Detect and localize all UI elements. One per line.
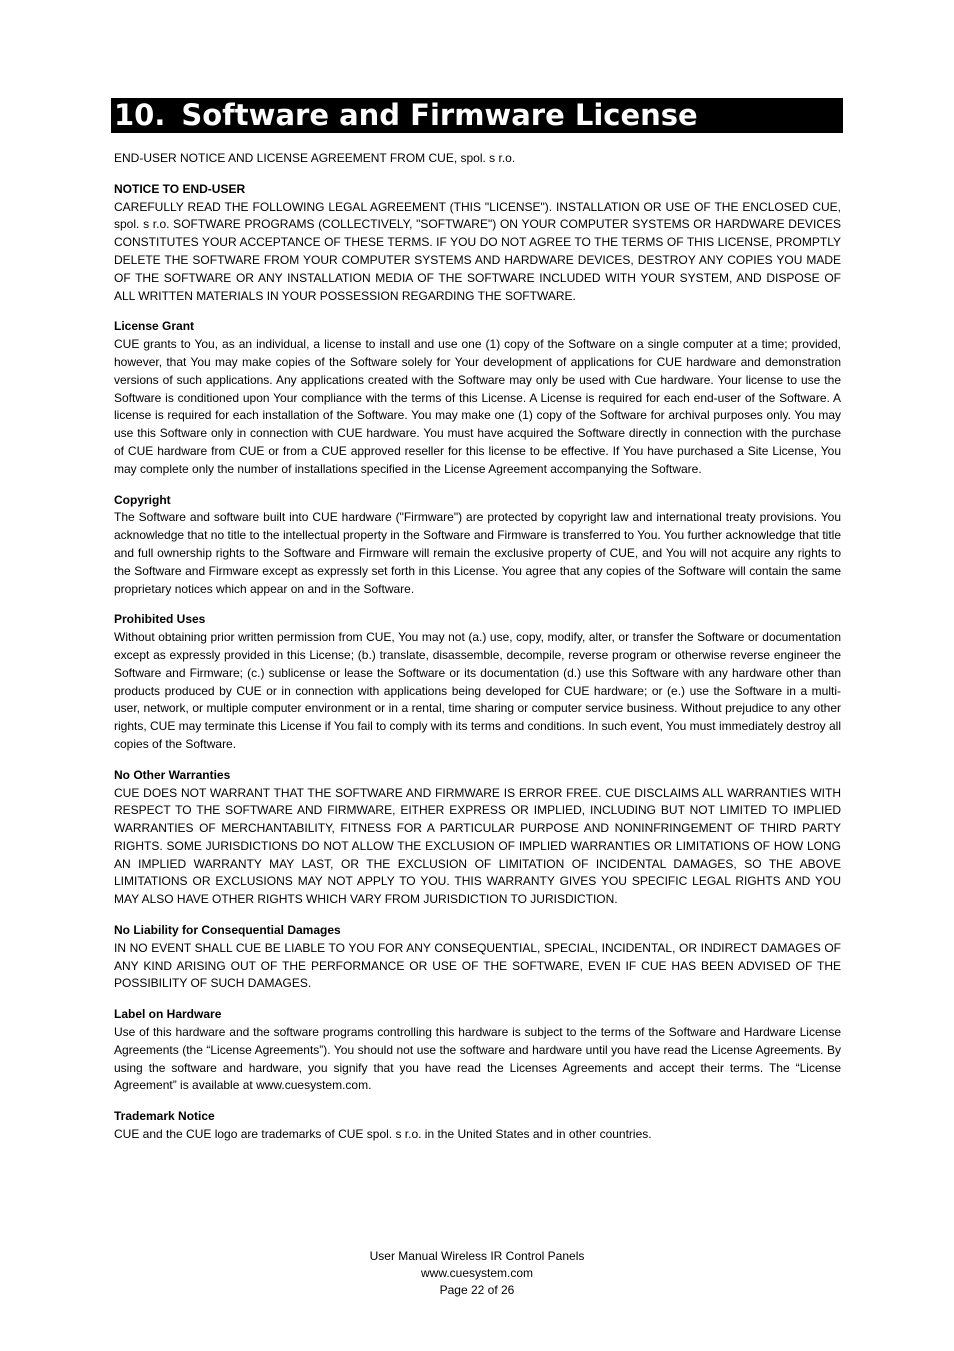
footer-page-number: Page 22 of 26 (439, 1283, 515, 1297)
section-heading: Copyright (114, 492, 171, 507)
section-body: CUE DOES NOT WARRANT THAT THE SOFTWARE AND FIRMWARE IS ERROR FREE. CUE DISCLAIMS ALL WARRANTIES WITH RESPECT TO THE SOFTWARE AND FIRMWARE, EITHER EXPRESS OR IMPLIED, INCLUDING BUT NOT LIMITED TO IMPLIED WARRANTIES OF MERCHANTABILITY, FITNESS FOR A PARTICULAR PURPOSE AND NONINFRINGEMENT OF THIRD PARTY RIGHTS. SOME JURISDICTIONS DO NOT ALLOW THE EXCLUSION OF IMPLIED WARRANTIES OR LIMITATIONS OF HOW LONG AN IMPLIED WARRANTY MAY LAST, OR THE EXCLUSION OF LIMITATION OF INCIDENTAL DAMAGES, SO THE ABOVE LIMITATIONS OR EXCLUSIONS MAY NOT APPLY TO YOU. THIS WARRANTY GIVES YOU SPECIFIC LEGAL RIGHTS AND YOU MAY ALSO HAVE OTHER RIGHTS WHICH VARY FROM JURISDICTION TO JURISDICTION. (114, 785, 841, 907)
section-title: Software and Firmware License (181, 98, 698, 132)
section-prohibited-uses (114, 611, 841, 753)
section-heading: License Grant (114, 319, 195, 334)
footer-website: www.cuesystem.com (420, 1266, 534, 1280)
section-no-other-warranties (114, 767, 841, 909)
footer-manual-title: User Manual Wireless IR Control Panels (369, 1249, 585, 1263)
section-heading: No Liability for Consequential Damages (114, 923, 341, 938)
section-body: Use of this hardware and the software programs controlling this hardware is subject to the terms of the Software and Hardware License Agreements (the “License Agreements”). You should not use the software and hardware until you have read the License Agreements. By using the software and hardware, you signify that you have read the Licenses Agreements and accept their terms. The “License Agreement” is available at www.cuesystem.com. (114, 1025, 841, 1093)
section-license-grant (114, 318, 841, 478)
page-footer (0, 1248, 954, 1299)
section-body: Without obtaining prior written permission from CUE, You may not (a.) use, copy, modify, alter, or transfer the Software or documentation except as expressly provided in this License; (b.) translate, disassemble, decompile, reverse program or otherwise reverse engineer the Software and Firmware; (c.) sublicense or lease the Software or its documentation (d.) use this Software with any hardware other than products produced by CUE or in connection with applications being developed for CUE hardware; or (e.) use the Software in a multi-user, network, or multiple computer environment or in a rental, time sharing or computer service business. Without prejudice to any other rights, CUE may terminate this License if You fail to comply with its terms and conditions. In such event, You must immediately destroy all copies of the Software. (114, 630, 842, 751)
section-body: CUE grants to You, as an individual, a license to install and use one (1) copy of the Software on a single computer at a time; provided, however, that You may make copies of the Software solely for Your development of applications for CUE hardware and demonstration versions of such applications. Any applications created with the Software may only be used with Cue hardware. Your license to use the Software is conditioned upon Your compliance with the terms of this License. A License is required for each end-user of the Software. A license is required for each installation of the Software. You may make one (1) copy of the Software for archival purposes only. You may use this Software only in connection with CUE hardware. You must have acquired the Software directly in connection with the purchase of CUE hardware from CUE or from a CUE approved reseller for this license to be effective. If You have purchased a Site License, You may complete only the number of installations specified in the License Agreement accompanying the Software. (114, 337, 841, 476)
section-heading: Prohibited Uses (114, 612, 206, 627)
section-body: CUE and the CUE logo are trademarks of CUE spol. s r.o. in the United States and in other countries. (114, 1127, 652, 1142)
intro-text: END-USER NOTICE AND LICENSE AGREEMENT FROM CUE, spol. s r.o. (114, 151, 516, 165)
section-heading: No Other Warranties (114, 767, 231, 782)
section-label-on-hardware (114, 1006, 841, 1095)
license-content (114, 150, 841, 1157)
section-trademark-notice (114, 1108, 841, 1144)
section-body: CAREFULLY READ THE FOLLOWING LEGAL AGREEMENT (THIS "LICENSE"). INSTALLATION OR USE OF THE ENCLOSED CUE, spol. s r.o. SOFTWARE PROGRAMS (COLLECTIVELY, "SOFTWARE") ON YOUR COMPUTER SYSTEMS OR HARDWARE DEVICES CONSTITUTES YOUR ACCEPTANCE OF THESE TERMS. IF YOU DO NOT AGREE TO THE TERMS OF THIS LICENSE, PROMPTLY DELETE THE SOFTWARE FROM YOUR COMPUTER SYSTEMS AND HARDWARE DEVICES, DESTROY ANY COPIES YOU MADE OF THE SOFTWARE OR ANY INSTALLATION MEDIA OF THE SOFTWARE INCLUDED WITH YOUR SYSTEM, AND DISPOSE OF ALL WRITTEN MATERIALS IN YOUR POSSESSION REGARDING THE SOFTWARE. (114, 199, 841, 303)
section-body: The Software and software built into CUE hardware ("Firmware") are protected by copyright law and international treaty provisions. You acknowledge that no title to the intellectual property in the Software and Firmware is transferred to You. You further acknowledge that title and full ownership rights to the Software and Firmware will remain the exclusive property of CUE, and You will not acquire any rights to the Software and Firmware except as expressly set forth in this License. You agree that any copies of the Software will contain the same proprietary notices which appear on and in the Software. (114, 510, 841, 596)
section-no-liability (114, 922, 841, 993)
page-title (111, 98, 843, 133)
section-heading: NOTICE TO END-USER (114, 181, 246, 196)
section-heading: Trademark Notice (114, 1109, 215, 1124)
section-heading: Label on Hardware (114, 1007, 222, 1022)
section-body: IN NO EVENT SHALL CUE BE LIABLE TO YOU FOR ANY CONSEQUENTIAL, SPECIAL, INCIDENTAL, OR INDIRECT DAMAGES OF ANY KIND ARISING OUT OF THE PERFORMANCE OR USE OF THE SOFTWARE, EVEN IF CUE HAS BEEN ADVISED OF THE POSSIBILITY OF SUCH DAMAGES. (114, 940, 841, 991)
section-copyright (114, 492, 841, 599)
section-number: 10. (114, 98, 166, 132)
section-notice (114, 181, 841, 306)
